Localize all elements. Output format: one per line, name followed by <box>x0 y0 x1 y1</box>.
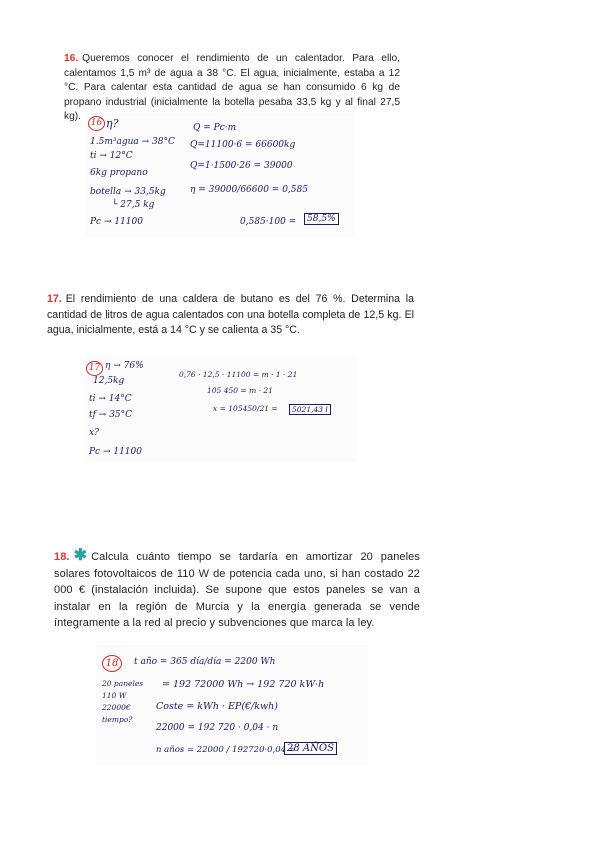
problem-text: Calcula cuánto tiempo se tardaría en amortizar 20 paneles solares fotovoltaicos de 110 W de potencia cada uno, si han costado 22 000 € (instalación incluida). Se supone que estos paneles se van a instalar en la región de Murcia y la energía generada se vende íntegramente a la red al precio y subvenciones que marca la ley. <box>54 551 420 629</box>
solution-line: 0,76 · 12,5 · 11100 = m · 1 · 21 <box>179 370 298 379</box>
solution-line: n años = 22000 / 192720·0,04 = <box>156 745 296 755</box>
problem-circle: 17 <box>86 361 103 376</box>
solution-line: tf → 35°C <box>89 410 133 420</box>
solution-line: t año = 365 día/día = 2200 Wh <box>134 657 276 667</box>
problem-number: 16. <box>64 53 79 64</box>
solution-line: 6kg propano <box>90 168 148 178</box>
solution-line: Q=1·1500·26 = 39000 <box>190 161 293 171</box>
solution-line: ti → 14°C <box>89 394 132 404</box>
solution-line: η? <box>106 117 119 130</box>
handwritten-solution-17 <box>85 356 357 462</box>
solution-line: 22000 = 192 720 · 0,04 · n <box>156 723 279 733</box>
problem-circle: 16 <box>88 116 105 131</box>
solution-line: Q=11100·6 = 66600kg <box>190 140 296 150</box>
solution-result: 5021,43 l <box>289 404 331 415</box>
problem-18 <box>54 548 420 632</box>
problem-text: El rendimiento de una caldera de butano es del 76 %. Determina la cantidad de litros de agua calentados con una botella completa de 12,5 kg. El agua, inicialmente, está a 14 °C y se calienta a 35 °C. <box>47 293 414 336</box>
problem-text: Queremos conocer el rendimiento de un calentador. Para ello, calentamos 1,5 m³ de agua a 38 °C. El agua, inicialmente, estaba a 12 °C. Para calentar esta cantidad de agua se han consumido 6 kg de propano industrial (inicialmente la botella pesaba 33,5 kg y al final 27,5 kg). <box>64 53 400 122</box>
solution-line: └ 27,5 kg <box>112 200 155 210</box>
solution-line: Q = Pc·m <box>193 123 237 133</box>
handwritten-solution-16 <box>86 113 354 237</box>
solution-line: η → 76% <box>105 361 144 371</box>
solution-line: Pc → 11100 <box>90 217 143 227</box>
solution-line: 12,5kg <box>93 376 125 386</box>
asterisk-icon: ✱ <box>73 547 88 564</box>
solution-line: η = 39000/66600 = 0,585 <box>190 185 308 195</box>
solution-line: x? <box>89 428 99 438</box>
solution-line: 0,585·100 = <box>240 217 297 227</box>
solution-line: Coste = kWh · EP(€/kwh) <box>156 701 278 712</box>
solution-line: tiempo? <box>102 715 133 724</box>
solution-line: = 192 72000 Wh → 192 720 kW·h <box>162 679 325 690</box>
handwritten-solution-18 <box>96 645 368 765</box>
solution-line: 105 450 = m · 21 <box>207 386 273 395</box>
solution-line: ti → 12°C <box>90 151 133 161</box>
solution-line: 110 W <box>102 691 127 700</box>
solution-line: x = 105450/21 = <box>213 404 278 413</box>
problem-number: 18. <box>54 551 70 563</box>
solution-result: 58,5% <box>304 213 339 225</box>
solution-line: 22000€ <box>102 703 131 712</box>
solution-line: Pc → 11100 <box>89 447 142 457</box>
solution-result: 28 AÑOS <box>284 742 337 755</box>
problem-circle: 18 <box>102 655 122 672</box>
problem-number: 17. <box>47 293 62 305</box>
problem-17 <box>47 292 414 339</box>
solution-line: botella → 33,5kg <box>90 187 166 197</box>
solution-line: 20 paneles <box>102 679 144 688</box>
solution-line: 1.5m³agua → 38°C <box>90 137 175 147</box>
